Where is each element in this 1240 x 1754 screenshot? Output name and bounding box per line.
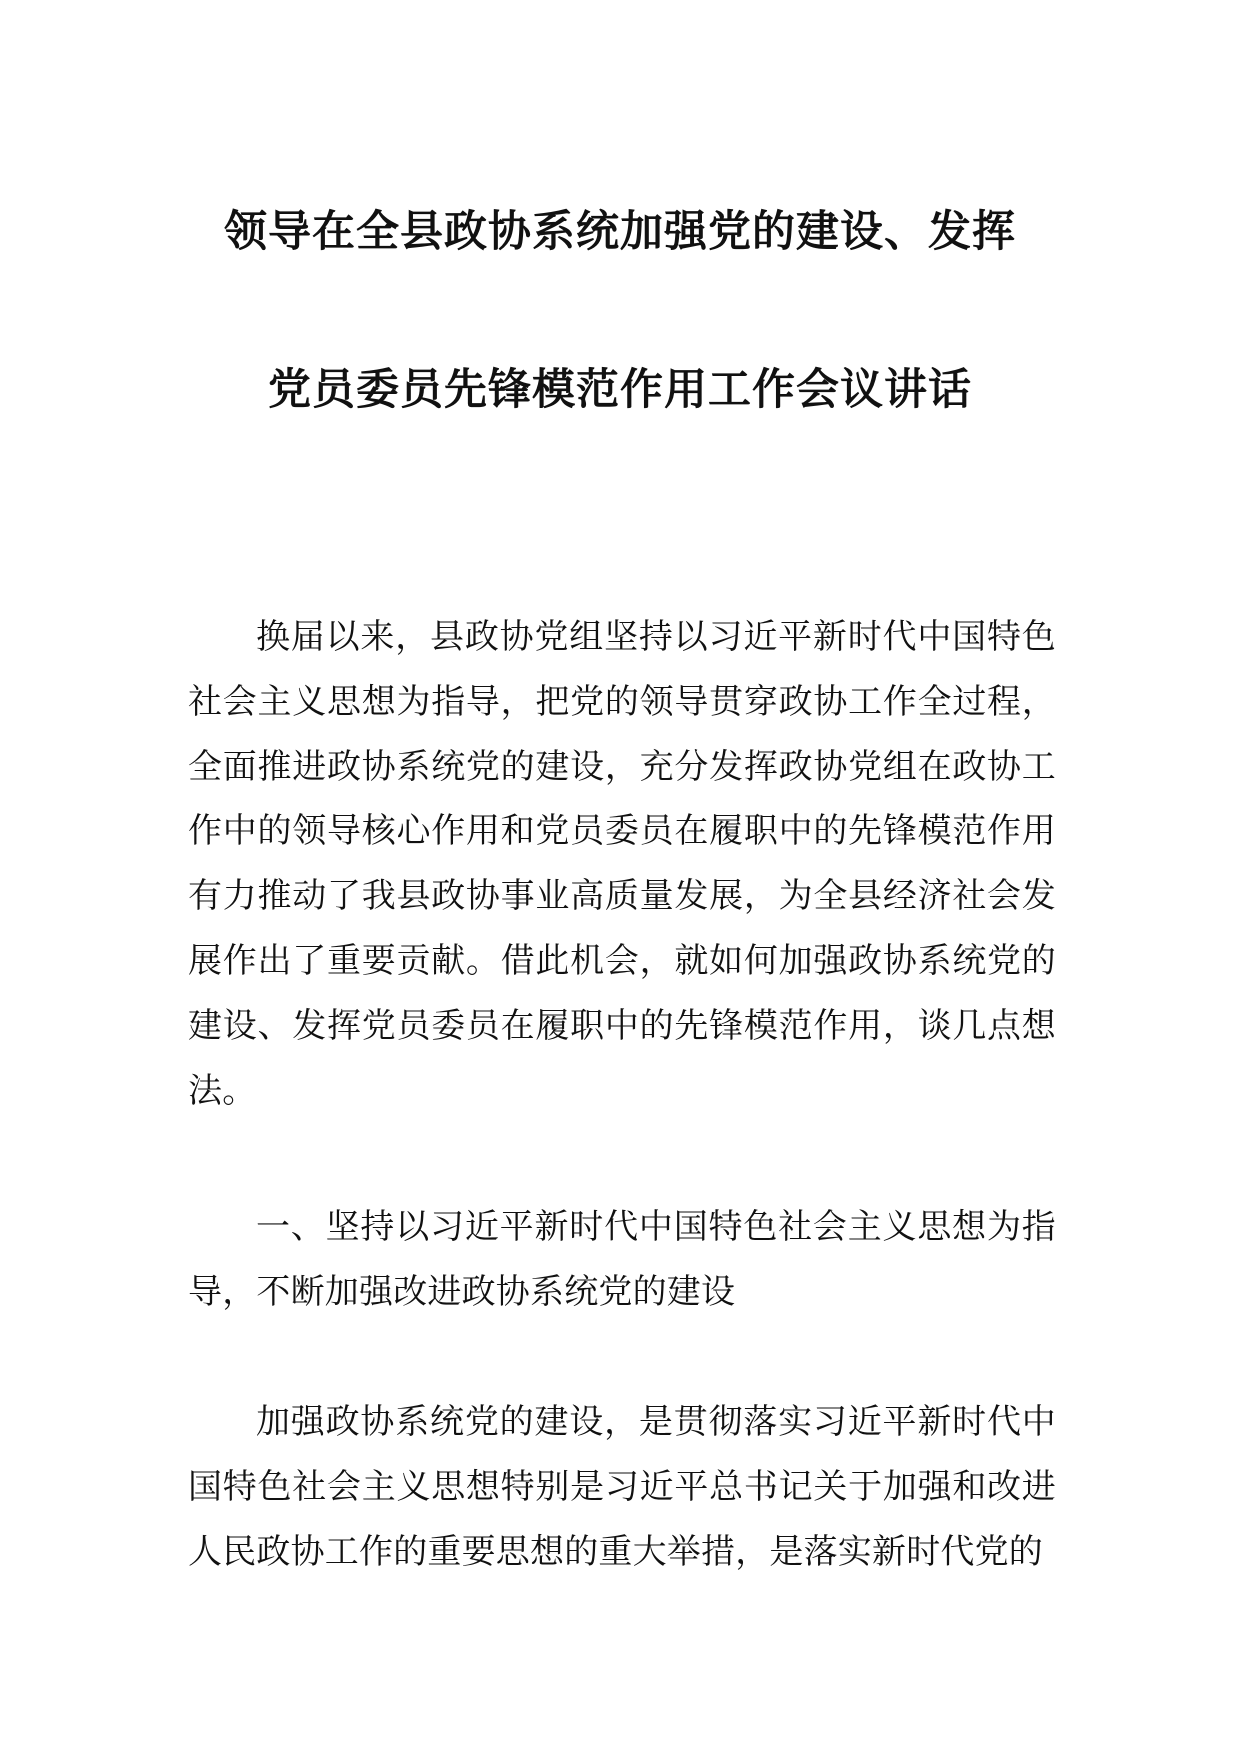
document-title-line-2: 党员委员先锋模范作用工作会议讲话	[268, 365, 972, 415]
section-heading-1: 一、坚持以习近平新时代中国特色社会主义思想为指导，不断加强改进政协系统党的建设	[188, 1207, 1056, 1312]
document-title-line-1: 领导在全县政协系统加强党的建设、发挥	[224, 207, 1016, 257]
body-paragraph-intro: 换届以来，县政协党组坚持以习近平新时代中国特色社会主义思想为指导，把党的领导贯穿政协工作全过程，全面推进政协系统党的建设，充分发挥政协党组在政协工作中的领导核心作用和党员委员在履职中的先锋模范作用有力推动了我县政协事业高质量发展，为全县经济社会发展作出了重要贡献。借此机会，就如何加强政协系统党的建设、发挥党员委员在履职中的先锋模范作用，谈几点想法。	[188, 617, 1056, 1111]
body-paragraph-section-1: 加强政协系统党的建设，是贯彻落实习近平新时代中国特色社会主义思想特别是习近平总书记关于加强和改进人民政协工作的重要思想的重大举措，是落实新时代党的	[188, 1402, 1056, 1572]
